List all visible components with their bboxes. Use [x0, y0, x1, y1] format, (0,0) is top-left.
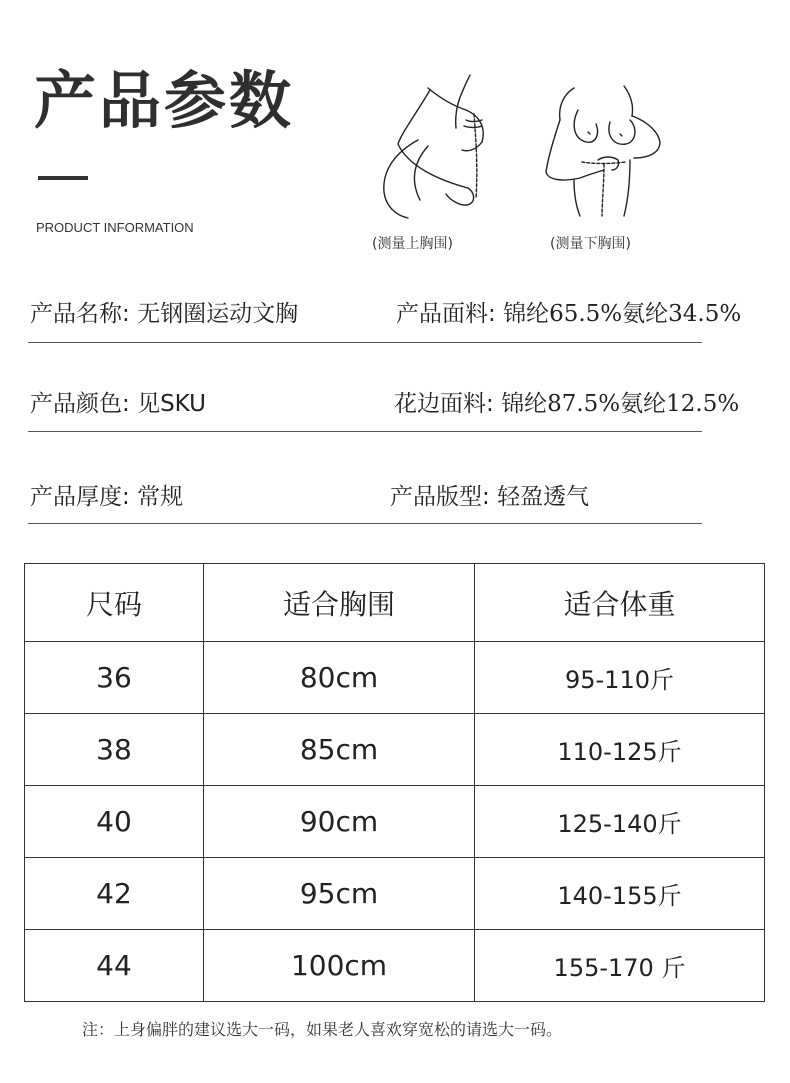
info-row — [28, 432, 702, 524]
footnote: 注：上身偏胖的建议选大一码，如果老人喜欢穿宽松的请选大一码。 — [82, 1020, 563, 1039]
title-divider — [38, 176, 88, 180]
product-thickness-value: 常规 — [137, 484, 184, 510]
lace-fabric-value: 锦纶87.5%氨纶12.5% — [501, 391, 740, 417]
table-header-row — [25, 564, 765, 642]
bust-cell: 100cm — [204, 930, 475, 1002]
bust-cell: 90cm — [204, 786, 475, 858]
product-fabric-label: 产品面料: — [396, 301, 496, 327]
bust-cell: 80cm — [204, 642, 475, 714]
weight-cell: 155-170 斤 — [475, 930, 765, 1002]
info-row — [28, 251, 742, 343]
bust-cell: 85cm — [204, 714, 475, 786]
weight-cell: 125-140斤 — [475, 786, 765, 858]
table-row — [25, 858, 765, 930]
product-fit-label: 产品版型: — [390, 484, 490, 510]
lace-fabric — [394, 385, 739, 418]
product-fit-value: 轻盈透气 — [497, 484, 590, 510]
product-color — [30, 385, 206, 418]
under-bust-caption: (测量下胸围) — [550, 236, 631, 252]
bust-cell: 95cm — [204, 858, 475, 930]
product-thickness — [30, 478, 183, 511]
lace-fabric-label: 花边面料: — [394, 391, 494, 417]
weight-cell: 95-110斤 — [475, 642, 765, 714]
size-table — [24, 563, 765, 1002]
page-title: 产品参数 — [34, 64, 295, 137]
product-fabric — [396, 295, 741, 328]
table-row — [25, 714, 765, 786]
size-cell: 36 — [25, 642, 204, 714]
page-subtitle: PRODUCT INFORMATION — [36, 220, 194, 235]
product-name — [30, 295, 298, 328]
header-bust: 适合胸围 — [204, 564, 475, 642]
product-color-label: 产品颜色: — [30, 391, 130, 417]
size-cell: 44 — [25, 930, 204, 1002]
header-size: 尺码 — [25, 564, 204, 642]
weight-cell: 110-125斤 — [475, 714, 765, 786]
weight-cell: 140-155斤 — [475, 858, 765, 930]
upper-bust-caption: (测量上胸围) — [372, 236, 453, 252]
product-fit — [390, 478, 589, 511]
product-name-value: 无钢圈运动文胸 — [137, 301, 299, 327]
header-weight: 适合体重 — [475, 564, 765, 642]
product-fabric-value: 锦纶65.5%氨纶34.5% — [503, 301, 742, 327]
measure-under-bust-illustration — [534, 80, 674, 220]
table-row — [25, 642, 765, 714]
product-color-value: 见SKU — [137, 391, 206, 417]
table-row — [25, 786, 765, 858]
measure-upper-bust-illustration — [358, 70, 508, 220]
table-row — [25, 930, 765, 1002]
product-name-label: 产品名称: — [30, 301, 130, 327]
product-thickness-label: 产品厚度: — [30, 484, 130, 510]
info-row — [28, 340, 740, 432]
size-cell: 40 — [25, 786, 204, 858]
size-cell: 42 — [25, 858, 204, 930]
size-cell: 38 — [25, 714, 204, 786]
